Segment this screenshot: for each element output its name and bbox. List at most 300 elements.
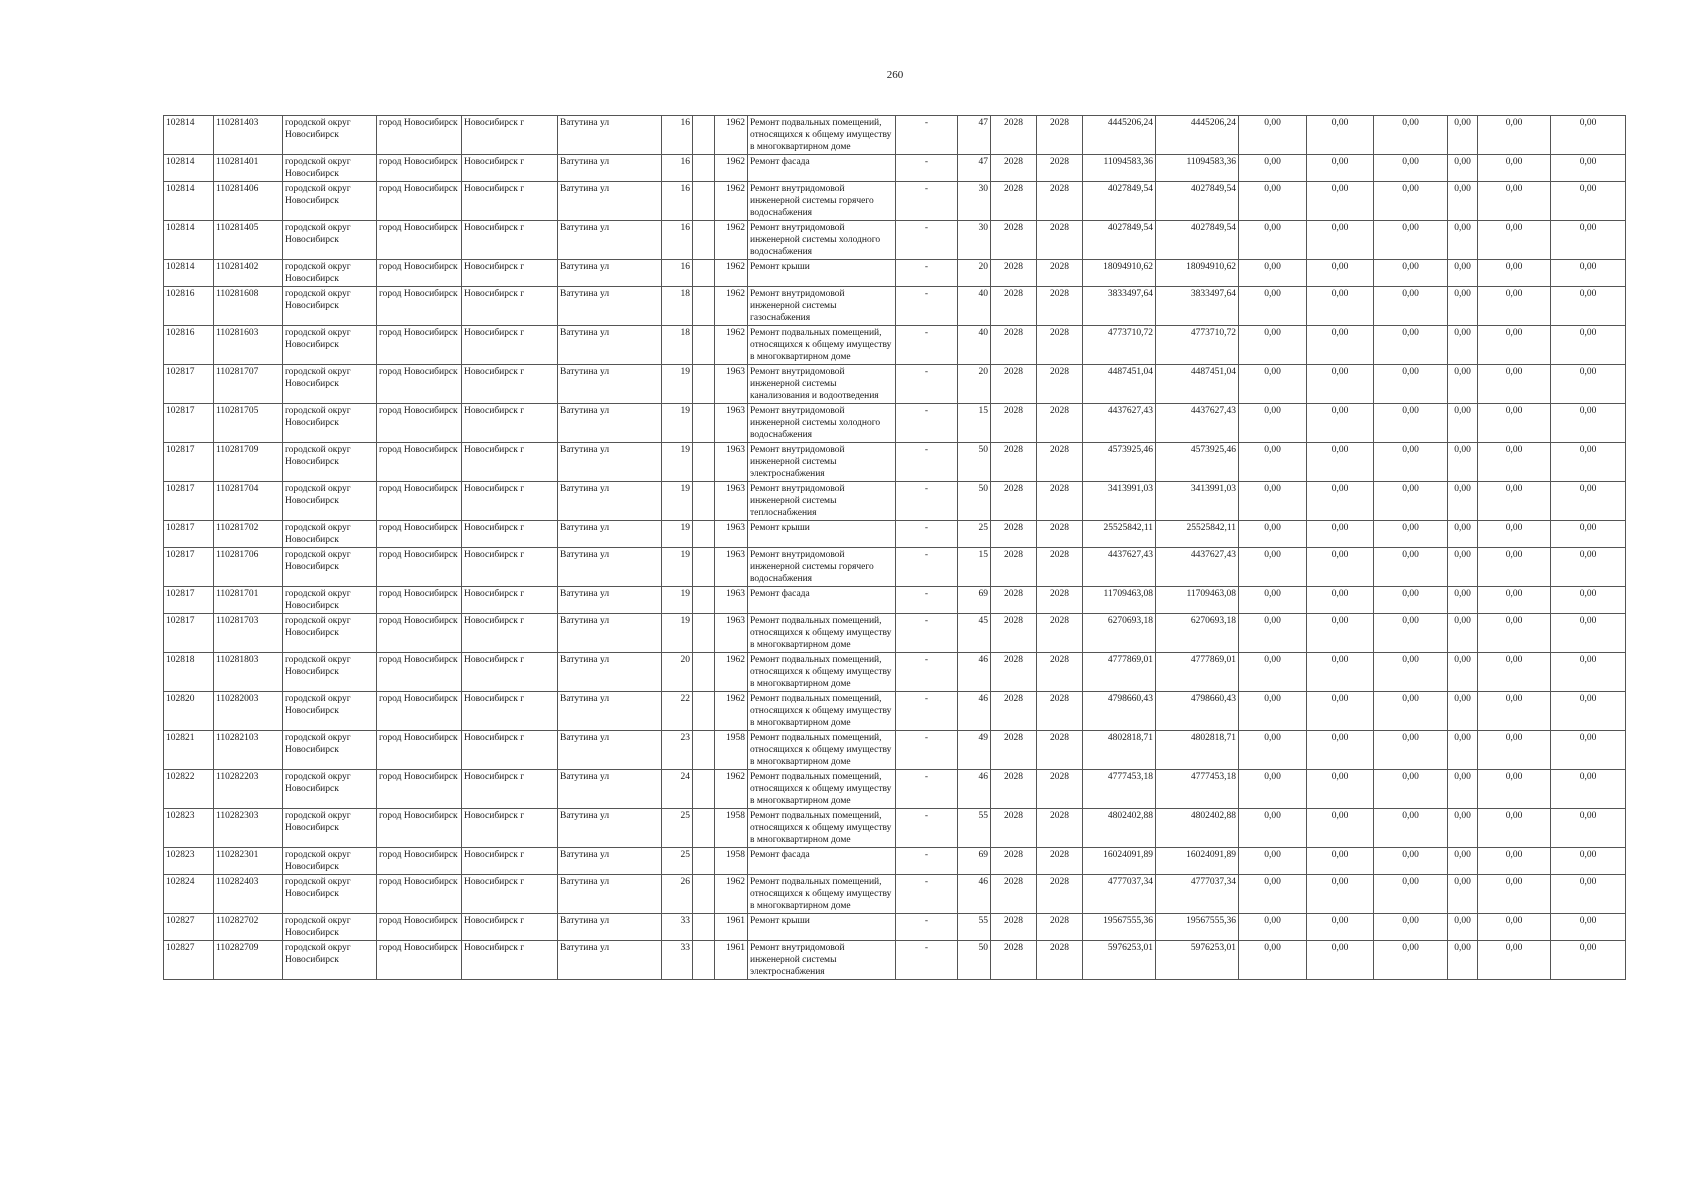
row-zero-5: 0,00 [1478, 587, 1551, 614]
row-code: 110281705 [214, 404, 283, 443]
row-id: 102817 [164, 443, 214, 482]
row-year-to: 2028 [1037, 155, 1083, 182]
row-zero-6: 0,00 [1551, 443, 1626, 482]
row-city: Новосибирск г [462, 548, 558, 587]
row-year-to: 2028 [1037, 287, 1083, 326]
row-house: 16 [662, 260, 693, 287]
row-zero-1: 0,00 [1239, 848, 1307, 875]
row-zero-1: 0,00 [1239, 875, 1307, 914]
row-cost-total: 3413991,03 [1083, 482, 1156, 521]
row-zero-2: 0,00 [1307, 770, 1374, 809]
row-wear: 40 [958, 287, 991, 326]
row-district: городской округ Новосибирск [283, 692, 377, 731]
row-zero-5: 0,00 [1478, 182, 1551, 221]
row-year-from: 2028 [991, 365, 1037, 404]
row-zero-3: 0,00 [1374, 404, 1448, 443]
row-dash: - [896, 875, 958, 914]
row-cost-fund: 11094583,36 [1156, 155, 1239, 182]
row-zero-4: 0,00 [1448, 182, 1478, 221]
row-work: Ремонт крыши [748, 521, 896, 548]
row-work: Ремонт внутридомовой инженерной системы газоснабжения [748, 287, 896, 326]
row-settlement: город Новосибирск [377, 221, 462, 260]
row-zero-1: 0,00 [1239, 260, 1307, 287]
row-id: 102814 [164, 260, 214, 287]
row-zero-4: 0,00 [1448, 365, 1478, 404]
row-district: городской округ Новосибирск [283, 614, 377, 653]
row-id: 102820 [164, 692, 214, 731]
table-row [164, 614, 1626, 653]
row-zero-3: 0,00 [1374, 548, 1448, 587]
row-settlement: город Новосибирск [377, 809, 462, 848]
row-wear: 69 [958, 848, 991, 875]
row-house: 26 [662, 875, 693, 914]
row-zero-3: 0,00 [1374, 521, 1448, 548]
row-city: Новосибирск г [462, 260, 558, 287]
row-house: 19 [662, 365, 693, 404]
row-settlement: город Новосибирск [377, 260, 462, 287]
row-settlement: город Новосибирск [377, 521, 462, 548]
row-street: Ватутина ул [558, 182, 662, 221]
row-id: 102816 [164, 287, 214, 326]
row-year: 1961 [715, 941, 748, 980]
row-zero-3: 0,00 [1374, 443, 1448, 482]
row-id: 102817 [164, 404, 214, 443]
row-dash: - [896, 182, 958, 221]
row-zero-2: 0,00 [1307, 404, 1374, 443]
row-year: 1962 [715, 221, 748, 260]
row-work: Ремонт внутридомовой инженерной системы электроснабжения [748, 941, 896, 980]
row-cost-fund: 4027849,54 [1156, 182, 1239, 221]
row-city: Новосибирск г [462, 692, 558, 731]
row-year-from: 2028 [991, 443, 1037, 482]
row-dash: - [896, 482, 958, 521]
row-year-from: 2028 [991, 614, 1037, 653]
row-year-from: 2028 [991, 404, 1037, 443]
row-house: 25 [662, 848, 693, 875]
row-cost-fund: 11709463,08 [1156, 587, 1239, 614]
row-dash: - [896, 404, 958, 443]
row-code: 110281701 [214, 587, 283, 614]
row-year-to: 2028 [1037, 875, 1083, 914]
row-house: 22 [662, 692, 693, 731]
row-zero-1: 0,00 [1239, 941, 1307, 980]
row-work: Ремонт внутридомовой инженерной системы холодного водоснабжения [748, 221, 896, 260]
row-zero-1: 0,00 [1239, 404, 1307, 443]
table-row [164, 653, 1626, 692]
row-city: Новосибирск г [462, 482, 558, 521]
table-row [164, 521, 1626, 548]
row-zero-3: 0,00 [1374, 914, 1448, 941]
row-year: 1962 [715, 116, 748, 155]
row-dash: - [896, 653, 958, 692]
row-city: Новосибирск г [462, 221, 558, 260]
row-zero-1: 0,00 [1239, 182, 1307, 221]
row-district: городской округ Новосибирск [283, 848, 377, 875]
table-row [164, 221, 1626, 260]
row-zero-2: 0,00 [1307, 182, 1374, 221]
row-district: городской округ Новосибирск [283, 875, 377, 914]
row-work: Ремонт подвальных помещений, относящихся к общему имуществу в многоквартирном доме [748, 653, 896, 692]
row-cost-total: 4773710,72 [1083, 326, 1156, 365]
row-zero-2: 0,00 [1307, 809, 1374, 848]
row-house: 16 [662, 116, 693, 155]
row-cost-fund: 25525842,11 [1156, 521, 1239, 548]
row-zero-6: 0,00 [1551, 482, 1626, 521]
row-code: 110281709 [214, 443, 283, 482]
row-code: 110281803 [214, 653, 283, 692]
row-zero-6: 0,00 [1551, 848, 1626, 875]
row-street: Ватутина ул [558, 914, 662, 941]
row-year: 1963 [715, 521, 748, 548]
row-zero-5: 0,00 [1478, 221, 1551, 260]
row-zero-4: 0,00 [1448, 287, 1478, 326]
row-city: Новосибирск г [462, 404, 558, 443]
row-zero-1: 0,00 [1239, 614, 1307, 653]
row-zero-5: 0,00 [1478, 770, 1551, 809]
row-house: 18 [662, 326, 693, 365]
row-settlement: город Новосибирск [377, 365, 462, 404]
row-city: Новосибирск г [462, 614, 558, 653]
row-year-to: 2028 [1037, 326, 1083, 365]
row-year: 1962 [715, 692, 748, 731]
row-settlement: город Новосибирск [377, 587, 462, 614]
row-wear: 46 [958, 770, 991, 809]
row-building [693, 692, 715, 731]
row-zero-4: 0,00 [1448, 653, 1478, 692]
row-work: Ремонт подвальных помещений, относящихся к общему имуществу в многоквартирном доме [748, 116, 896, 155]
row-district: городской округ Новосибирск [283, 731, 377, 770]
row-cost-fund: 4773710,72 [1156, 326, 1239, 365]
row-zero-1: 0,00 [1239, 770, 1307, 809]
row-year-from: 2028 [991, 548, 1037, 587]
table-row [164, 443, 1626, 482]
row-cost-total: 4027849,54 [1083, 182, 1156, 221]
row-settlement: город Новосибирск [377, 326, 462, 365]
row-zero-5: 0,00 [1478, 287, 1551, 326]
row-cost-total: 5976253,01 [1083, 941, 1156, 980]
row-year-to: 2028 [1037, 404, 1083, 443]
row-zero-2: 0,00 [1307, 875, 1374, 914]
row-cost-fund: 4777037,34 [1156, 875, 1239, 914]
row-dash: - [896, 848, 958, 875]
row-dash: - [896, 326, 958, 365]
row-wear: 46 [958, 653, 991, 692]
table-row [164, 287, 1626, 326]
row-id: 102814 [164, 155, 214, 182]
row-district: городской округ Новосибирск [283, 287, 377, 326]
row-settlement: город Новосибирск [377, 941, 462, 980]
row-year: 1958 [715, 848, 748, 875]
row-zero-3: 0,00 [1374, 182, 1448, 221]
row-zero-6: 0,00 [1551, 692, 1626, 731]
row-zero-6: 0,00 [1551, 116, 1626, 155]
row-zero-3: 0,00 [1374, 848, 1448, 875]
row-building [693, 155, 715, 182]
row-year-from: 2028 [991, 155, 1037, 182]
row-zero-5: 0,00 [1478, 941, 1551, 980]
row-zero-3: 0,00 [1374, 614, 1448, 653]
row-zero-4: 0,00 [1448, 692, 1478, 731]
row-year-from: 2028 [991, 182, 1037, 221]
row-zero-5: 0,00 [1478, 614, 1551, 653]
row-zero-5: 0,00 [1478, 809, 1551, 848]
row-zero-4: 0,00 [1448, 155, 1478, 182]
row-zero-5: 0,00 [1478, 155, 1551, 182]
row-zero-5: 0,00 [1478, 116, 1551, 155]
row-dash: - [896, 521, 958, 548]
row-settlement: город Новосибирск [377, 404, 462, 443]
row-district: городской округ Новосибирск [283, 770, 377, 809]
row-id: 102818 [164, 653, 214, 692]
row-zero-3: 0,00 [1374, 809, 1448, 848]
row-id: 102817 [164, 614, 214, 653]
table-row [164, 548, 1626, 587]
row-zero-2: 0,00 [1307, 653, 1374, 692]
row-zero-5: 0,00 [1478, 875, 1551, 914]
table-row [164, 404, 1626, 443]
row-year: 1962 [715, 326, 748, 365]
row-wear: 45 [958, 614, 991, 653]
row-cost-fund: 4027849,54 [1156, 221, 1239, 260]
row-street: Ватутина ул [558, 614, 662, 653]
table-row [164, 848, 1626, 875]
row-district: городской округ Новосибирск [283, 941, 377, 980]
row-zero-5: 0,00 [1478, 482, 1551, 521]
row-wear: 69 [958, 587, 991, 614]
row-zero-2: 0,00 [1307, 116, 1374, 155]
row-city: Новосибирск г [462, 287, 558, 326]
row-id: 102822 [164, 770, 214, 809]
row-house: 23 [662, 731, 693, 770]
row-year: 1962 [715, 770, 748, 809]
row-zero-1: 0,00 [1239, 482, 1307, 521]
row-zero-6: 0,00 [1551, 914, 1626, 941]
row-work: Ремонт внутридомовой инженерной системы канализования и водоотведения [748, 365, 896, 404]
row-city: Новосибирск г [462, 182, 558, 221]
row-id: 102827 [164, 914, 214, 941]
row-district: городской округ Новосибирск [283, 521, 377, 548]
row-zero-6: 0,00 [1551, 731, 1626, 770]
row-dash: - [896, 770, 958, 809]
row-work: Ремонт крыши [748, 260, 896, 287]
row-wear: 55 [958, 809, 991, 848]
row-house: 33 [662, 914, 693, 941]
row-id: 102817 [164, 521, 214, 548]
row-zero-6: 0,00 [1551, 326, 1626, 365]
row-cost-total: 16024091,89 [1083, 848, 1156, 875]
row-house: 19 [662, 587, 693, 614]
row-dash: - [896, 548, 958, 587]
row-cost-total: 4777453,18 [1083, 770, 1156, 809]
row-zero-2: 0,00 [1307, 443, 1374, 482]
row-year-to: 2028 [1037, 941, 1083, 980]
row-wear: 50 [958, 482, 991, 521]
table-row [164, 326, 1626, 365]
row-code: 110282702 [214, 914, 283, 941]
row-building [693, 548, 715, 587]
row-cost-fund: 18094910,62 [1156, 260, 1239, 287]
row-code: 110282003 [214, 692, 283, 731]
row-wear: 46 [958, 692, 991, 731]
row-building [693, 770, 715, 809]
row-year-to: 2028 [1037, 731, 1083, 770]
row-year-from: 2028 [991, 731, 1037, 770]
row-work: Ремонт внутридомовой инженерной системы электроснабжения [748, 443, 896, 482]
row-zero-1: 0,00 [1239, 653, 1307, 692]
row-zero-3: 0,00 [1374, 116, 1448, 155]
row-dash: - [896, 731, 958, 770]
row-settlement: город Новосибирск [377, 155, 462, 182]
row-street: Ватутина ул [558, 848, 662, 875]
row-zero-3: 0,00 [1374, 653, 1448, 692]
row-zero-4: 0,00 [1448, 116, 1478, 155]
row-year-from: 2028 [991, 587, 1037, 614]
row-zero-5: 0,00 [1478, 914, 1551, 941]
row-house: 19 [662, 614, 693, 653]
row-year-to: 2028 [1037, 260, 1083, 287]
row-code: 110281402 [214, 260, 283, 287]
row-cost-total: 11709463,08 [1083, 587, 1156, 614]
row-cost-total: 4437627,43 [1083, 404, 1156, 443]
row-street: Ватутина ул [558, 521, 662, 548]
row-building [693, 521, 715, 548]
row-cost-fund: 16024091,89 [1156, 848, 1239, 875]
row-building [693, 365, 715, 404]
row-zero-4: 0,00 [1448, 521, 1478, 548]
row-code: 110281707 [214, 365, 283, 404]
row-zero-6: 0,00 [1551, 875, 1626, 914]
row-work: Ремонт подвальных помещений, относящихся к общему имуществу в многоквартирном доме [748, 809, 896, 848]
row-wear: 47 [958, 155, 991, 182]
row-cost-total: 25525842,11 [1083, 521, 1156, 548]
row-cost-total: 4445206,24 [1083, 116, 1156, 155]
row-street: Ватутина ул [558, 116, 662, 155]
row-cost-fund: 4573925,46 [1156, 443, 1239, 482]
table-row [164, 914, 1626, 941]
page-number: 260 [886, 69, 904, 81]
row-settlement: город Новосибирск [377, 443, 462, 482]
row-zero-4: 0,00 [1448, 731, 1478, 770]
row-settlement: город Новосибирск [377, 548, 462, 587]
row-city: Новосибирск г [462, 326, 558, 365]
row-city: Новосибирск г [462, 365, 558, 404]
row-year-to: 2028 [1037, 653, 1083, 692]
row-code: 110281608 [214, 287, 283, 326]
row-street: Ватутина ул [558, 221, 662, 260]
row-street: Ватутина ул [558, 326, 662, 365]
row-year-from: 2028 [991, 326, 1037, 365]
table-body [164, 116, 1626, 980]
row-settlement: город Новосибирск [377, 653, 462, 692]
row-zero-5: 0,00 [1478, 848, 1551, 875]
row-cost-fund: 4802818,71 [1156, 731, 1239, 770]
row-zero-5: 0,00 [1478, 404, 1551, 443]
row-zero-5: 0,00 [1478, 443, 1551, 482]
row-year: 1962 [715, 875, 748, 914]
row-house: 25 [662, 809, 693, 848]
row-work: Ремонт внутридомовой инженерной системы горячего водоснабжения [748, 548, 896, 587]
row-wear: 55 [958, 914, 991, 941]
table-row [164, 116, 1626, 155]
row-zero-2: 0,00 [1307, 731, 1374, 770]
row-building [693, 287, 715, 326]
row-work: Ремонт подвальных помещений, относящихся к общему имуществу в многоквартирном доме [748, 692, 896, 731]
row-cost-fund: 19567555,36 [1156, 914, 1239, 941]
row-zero-4: 0,00 [1448, 443, 1478, 482]
table-row [164, 770, 1626, 809]
row-zero-3: 0,00 [1374, 260, 1448, 287]
row-dash: - [896, 614, 958, 653]
row-year-from: 2028 [991, 287, 1037, 326]
row-year-from: 2028 [991, 848, 1037, 875]
row-zero-3: 0,00 [1374, 326, 1448, 365]
row-year: 1962 [715, 155, 748, 182]
row-zero-4: 0,00 [1448, 260, 1478, 287]
row-zero-3: 0,00 [1374, 221, 1448, 260]
row-house: 19 [662, 548, 693, 587]
row-house: 16 [662, 155, 693, 182]
row-id: 102821 [164, 731, 214, 770]
row-district: городской округ Новосибирск [283, 182, 377, 221]
row-cost-total: 18094910,62 [1083, 260, 1156, 287]
row-zero-5: 0,00 [1478, 731, 1551, 770]
row-house: 16 [662, 221, 693, 260]
row-settlement: город Новосибирск [377, 848, 462, 875]
row-street: Ватутина ул [558, 404, 662, 443]
row-zero-3: 0,00 [1374, 692, 1448, 731]
row-zero-3: 0,00 [1374, 287, 1448, 326]
row-street: Ватутина ул [558, 587, 662, 614]
row-wear: 20 [958, 365, 991, 404]
row-work: Ремонт фасада [748, 848, 896, 875]
row-dash: - [896, 809, 958, 848]
row-zero-6: 0,00 [1551, 155, 1626, 182]
row-building [693, 443, 715, 482]
row-zero-2: 0,00 [1307, 482, 1374, 521]
row-year-to: 2028 [1037, 770, 1083, 809]
row-zero-5: 0,00 [1478, 365, 1551, 404]
row-zero-4: 0,00 [1448, 614, 1478, 653]
row-year-from: 2028 [991, 809, 1037, 848]
row-year-from: 2028 [991, 875, 1037, 914]
row-settlement: город Новосибирск [377, 482, 462, 521]
row-building [693, 809, 715, 848]
row-cost-total: 4437627,43 [1083, 548, 1156, 587]
row-zero-1: 0,00 [1239, 365, 1307, 404]
row-cost-total: 4798660,43 [1083, 692, 1156, 731]
row-year-to: 2028 [1037, 587, 1083, 614]
row-id: 102817 [164, 587, 214, 614]
row-cost-fund: 3413991,03 [1156, 482, 1239, 521]
row-zero-6: 0,00 [1551, 404, 1626, 443]
row-id: 102814 [164, 221, 214, 260]
row-zero-1: 0,00 [1239, 221, 1307, 260]
row-street: Ватутина ул [558, 365, 662, 404]
row-district: городской округ Новосибирск [283, 404, 377, 443]
row-zero-2: 0,00 [1307, 587, 1374, 614]
row-year: 1963 [715, 404, 748, 443]
row-id: 102814 [164, 116, 214, 155]
row-zero-2: 0,00 [1307, 914, 1374, 941]
row-year-from: 2028 [991, 770, 1037, 809]
table-row [164, 482, 1626, 521]
row-cost-fund: 4802402,88 [1156, 809, 1239, 848]
row-zero-5: 0,00 [1478, 521, 1551, 548]
row-year: 1961 [715, 914, 748, 941]
row-year-to: 2028 [1037, 848, 1083, 875]
row-district: городской округ Новосибирск [283, 548, 377, 587]
row-code: 110281702 [214, 521, 283, 548]
